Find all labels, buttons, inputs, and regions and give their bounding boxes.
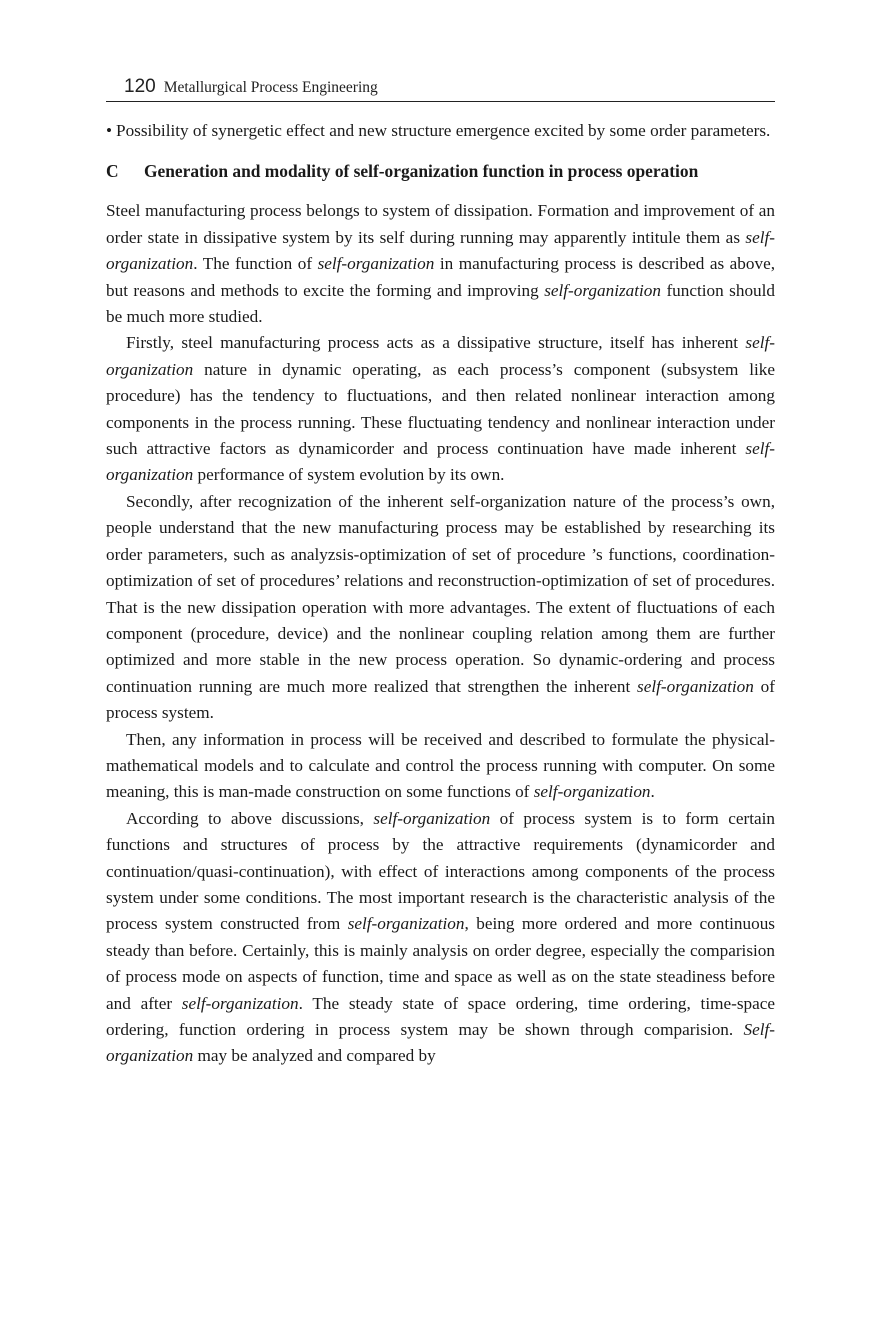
text-run: . The function of xyxy=(193,254,318,274)
section-title: Generation and modality of self-organization function in process operation xyxy=(144,161,699,182)
italic-term: self-organization xyxy=(317,254,435,274)
text-run: According to above discussions, xyxy=(126,808,374,828)
text-run: . xyxy=(650,782,655,802)
paragraph-2 xyxy=(106,330,775,488)
running-title: Metallurgical Process Engineering xyxy=(163,79,378,96)
text-run: in manufacturing process is described as above, but reasons and methods to excite the forming and improving xyxy=(106,254,776,300)
text-run: . The steady state of space ordering, time ordering, time-space ordering, function ordering in process system may be shown through comparision. xyxy=(106,993,775,1039)
bullet-item xyxy=(106,118,775,144)
text-run: nature in dynamic operating, as each process’s component (subsystem like procedure) has the tendency to fluctuations, and then related nonlinear interaction among components in the process running. These fluctuating tendency and nonlinear interaction under such attractive factors as dynamicorder and process continuation have made inherent xyxy=(106,359,775,459)
italic-term: self-organization xyxy=(106,333,775,379)
bullet-text: Possibility of synergetic effect and new structure emergence excited by some order parameters. xyxy=(116,121,771,140)
italic-term: Self-organization xyxy=(106,1020,775,1066)
italic-term: self-organization xyxy=(347,914,465,934)
italic-term: self-organization xyxy=(373,808,491,828)
text-run: function should be much more studied. xyxy=(106,280,775,327)
paragraph-5 xyxy=(106,806,775,1070)
italic-term: self-organization xyxy=(106,439,775,485)
section-letter: C xyxy=(106,161,119,182)
book-page xyxy=(106,76,775,1070)
bullet-dot: • xyxy=(106,121,113,140)
paragraph-3 xyxy=(106,489,775,727)
text-run: Firstly, steel manufacturing process acts as a dissipative structure, itself has inherent xyxy=(126,333,746,353)
section-heading xyxy=(106,158,775,184)
text-run: may be analyzed and compared by xyxy=(193,1046,436,1066)
italic-term: self-organization xyxy=(533,782,651,802)
running-header xyxy=(106,76,775,102)
page-number: 120 xyxy=(124,76,156,97)
italic-term: self-organization xyxy=(181,993,299,1013)
text-run: , being more ordered and more continuous steady than before. Certainly, this is mainly analysis on order degree, especially the comparision of process mode on aspects of function, time and space as well as on the state steadiness before and after xyxy=(106,914,775,1013)
paragraph-4 xyxy=(106,727,775,806)
italic-term: self-organization xyxy=(637,676,754,696)
text-run: performance of system evolution by its own. xyxy=(193,465,505,485)
text-run: Then, any information in process will be received and described to formulate the physical-mathematical models and to calculate and control the process running with computer. On some meaning, this is man-made construction on some functions of xyxy=(106,729,775,802)
text-run: of process system is to form certain functions and structures of process by the attractive requirements (dynamicorder and continuation/quasi-continuation), with effect of interactions among components of the process system under some conditions. The most important research is the characteristic analysis of the process system constructed from xyxy=(106,808,775,934)
text-run: of process system. xyxy=(106,676,775,723)
italic-term: self-organization xyxy=(544,280,661,300)
italic-term: self-organization xyxy=(106,227,775,274)
text-run: Secondly, after recognization of the inherent self-organization nature of the process’s own, people understand that the new manufacturing process may be established by researching its order parameters, such as analyzsis-optimization of set of procedure ’s functions, coordination-optimization of set of procedures’ relations and reconstruction-optimization of set of procedures. That is the new dissipation operation with more advantages. The extent of fluctuations of each component (procedure, device) and the nonlinear coupling relation among them are further optimized and more stable in the new process operation. So dynamic-ordering and process continuation running are much more realized that strengthen the inherent xyxy=(106,491,775,696)
paragraph-1 xyxy=(106,198,775,330)
text-run: Steel manufacturing process belongs to system of dissipation. Formation and improvement of an order state in dissipative system by its self during running may apparently intitule them as xyxy=(106,201,775,247)
